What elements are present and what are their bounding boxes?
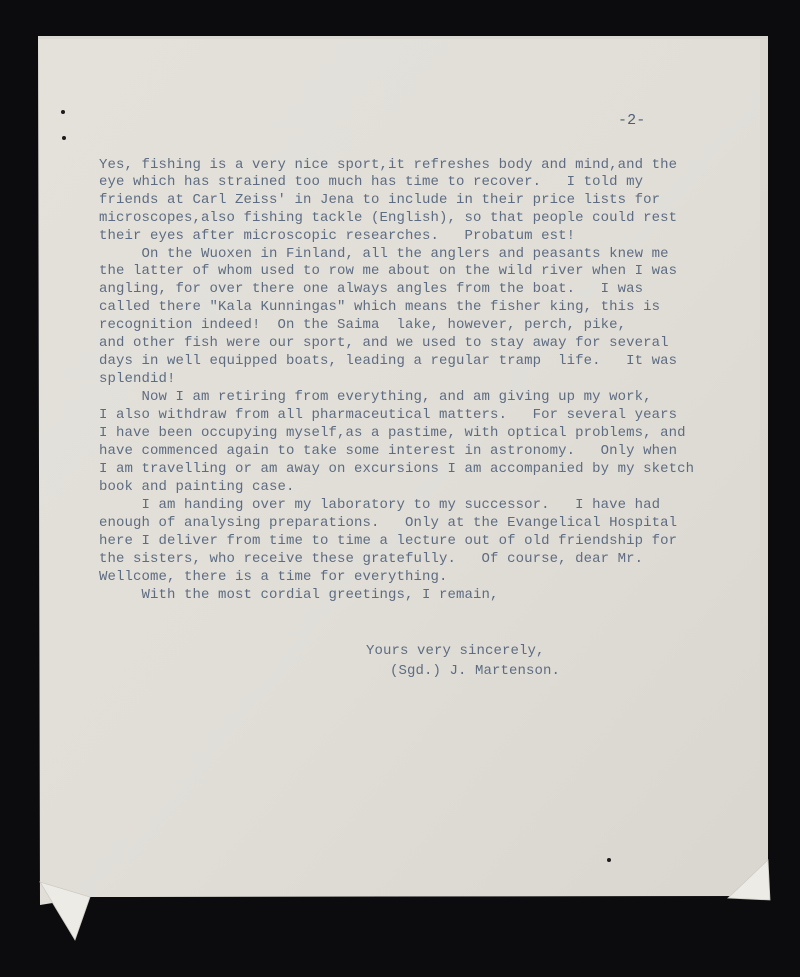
- signature: (Sgd.) J. Martenson.: [390, 663, 561, 679]
- text-line: the sisters, who receive these gratefully. Of course, dear Mr.: [99, 551, 644, 567]
- text-line: days in well equipped boats, leading a regular tramp life. It was: [99, 353, 678, 369]
- text-line: recognition indeed! On the Saima lake, however, perch, pike,: [99, 317, 627, 333]
- text-line: Now I am retiring from everything, and am giving up my work,: [99, 389, 652, 405]
- page-number: -2-: [618, 112, 646, 129]
- text-line: I am travelling or am away on excursions I am accompanied by my sketch: [99, 461, 695, 477]
- text-line: Yes, fishing is a very nice sport,it refreshes body and mind,and the: [99, 157, 678, 173]
- text-line: called there "Kala Kunningas" which means the fisher king, this is: [99, 299, 661, 315]
- text-line: I am handing over my laboratory to my successor. I have had: [99, 497, 661, 513]
- text-line: their eyes after microscopic researches. Probatum est!: [99, 228, 576, 244]
- text-line: angling, for over there one always angles from the boat. I was: [99, 281, 644, 297]
- text-line: and other fish were our sport, and we used to stay away for several: [99, 335, 669, 351]
- text-line: here I deliver from time to time a lecture out of old friendship for: [99, 533, 678, 549]
- text-line: friends at Carl Zeiss' in Jena to include in their price lists for: [99, 192, 661, 208]
- text-line: enough of analysing preparations. Only at the Evangelical Hospital: [99, 515, 678, 531]
- text-line: On the Wuoxen in Finland, all the anglers and peasants knew me: [99, 246, 669, 262]
- text-line: With the most cordial greetings, I remain,: [99, 587, 499, 603]
- text-line: the latter of whom used to row me about on the wild river when I was: [99, 263, 678, 279]
- text-line: have commenced again to take some interest in astronomy. Only when: [99, 443, 678, 459]
- text-line: microscopes,also fishing tackle (English), so that people could rest: [99, 210, 678, 226]
- text-line: Wellcome, there is a time for everything.: [99, 569, 448, 585]
- text-line: eye which has strained too much has time to recover. I told my: [99, 174, 644, 190]
- text-line: I have been occupying myself,as a pastime, with optical problems, and: [99, 425, 686, 441]
- text-line: I also withdraw from all pharmaceutical matters. For several years: [99, 407, 678, 423]
- valediction: Yours very sincerely,: [366, 643, 545, 659]
- text-line: splendid!: [99, 371, 176, 387]
- text-line: book and painting case.: [99, 479, 295, 495]
